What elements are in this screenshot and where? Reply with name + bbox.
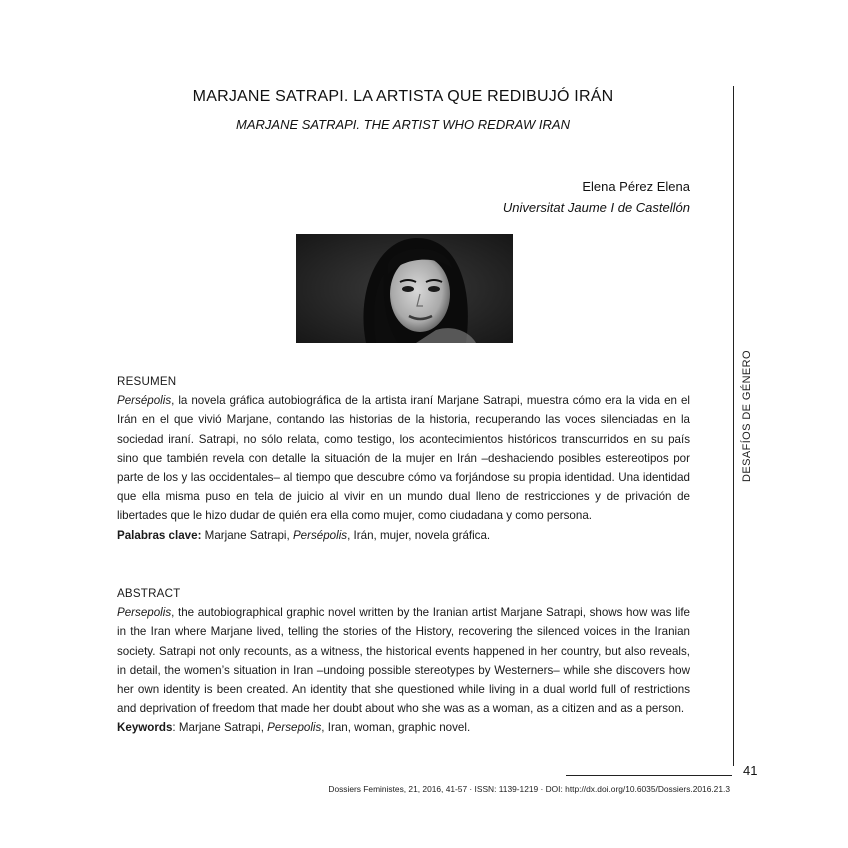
- abstract-section: [117, 584, 690, 738]
- abstract-text: , the autobiographical graphic novel written by the Iranian artist Marjane Satrapi, shows how was life in the Iran where Marjane lived, telling the stories of the History, recovering the silenced voices in the Iranian society. Satrapi not only recounts, as a witness, the historical events happened in her country, but also reveals, in detail, the women’s situation in Iran –undoing possible stereotypes by Westerners– while she discovers how her own identity is been created. An identity that she questioned while living in a dual world full of restrictions and deprivation of freedom that made her doubt about who she was as a woman, as a citizen and as a person.: [117, 606, 690, 716]
- resumen-keywords-part-a: Marjane Satrapi,: [201, 528, 293, 542]
- author-affiliation: Universitat Jaume I de Castellón: [502, 200, 690, 215]
- author-name: Elena Pérez Elena: [582, 179, 690, 194]
- resumen-keywords: [117, 526, 690, 545]
- resumen-keywords-label: Palabras clave:: [117, 528, 202, 542]
- abstract-keywords-italic: Persepolis: [267, 721, 322, 735]
- footer-citation: Dossiers Feministes, 21, 2016, 41-57 · ISSN: 1139-1219 · DOI: http://dx.doi.org/10.6035/Dossiers.2016.21.3: [328, 784, 730, 794]
- resumen-body: [117, 391, 690, 525]
- abstract-keywords-part-b: , Iran, woman, graphic novel.: [321, 721, 471, 735]
- resumen-keywords-italic: Persépolis: [292, 528, 348, 542]
- abstract-body: [117, 603, 690, 718]
- resumen-lead-title: Persépolis: [117, 394, 172, 408]
- article-title: MARJANE SATRAPI. LA ARTISTA QUE REDIBUJÓ IRÁN: [192, 88, 614, 105]
- author-portrait-photo: [296, 234, 513, 343]
- resumen-section: [117, 372, 690, 545]
- portrait-image: [296, 234, 513, 343]
- author-block: [503, 176, 690, 218]
- abstract-heading: ABSTRACT: [117, 587, 181, 600]
- abstract-lead-title: Persepolis: [117, 606, 172, 620]
- margin-rule: [733, 86, 734, 766]
- abstract-keywords-label: Keywords: [117, 721, 173, 735]
- section-side-label: DESAFÍOS DE GÉNERO: [741, 350, 753, 482]
- article-subtitle: MARJANE SATRAPI. THE ARTIST WHO REDRAW IRAN: [236, 117, 570, 132]
- page-number: 41: [743, 763, 758, 778]
- resumen-text: , la novela gráfica autobiográfica de la artista iraní Marjane Satrapi, muestra cómo era la vida en el Irán en el que vivió Marjane, contando las historias de la historia, recuperando las voces silenciadas en la sociedad iraní. Satrapi, no sólo relata, como testigo, los acontecimientos históricos transcurridos en su país sino que también revela con detalle la situación de la mujer en Irán –deshaciendo posibles estereotipos por parte de los y las occidentales– al tiempo que descubre cómo va forjándose su propia identidad. Una identidad que ella misma puso en tela de juicio al vivir en un mundo dual lleno de restricciones y de privación de libertades que le hizo dudar de quién era ella como mujer, como ciudadana y como persona.: [117, 394, 690, 523]
- resumen-keywords-part-b: , Irán, mujer, novela gráfica.: [347, 528, 491, 542]
- abstract-keywords-part-a: : Marjane Satrapi,: [172, 721, 268, 735]
- footer-rule: [566, 775, 732, 776]
- resumen-heading: RESUMEN: [117, 375, 177, 388]
- abstract-keywords: [117, 718, 690, 737]
